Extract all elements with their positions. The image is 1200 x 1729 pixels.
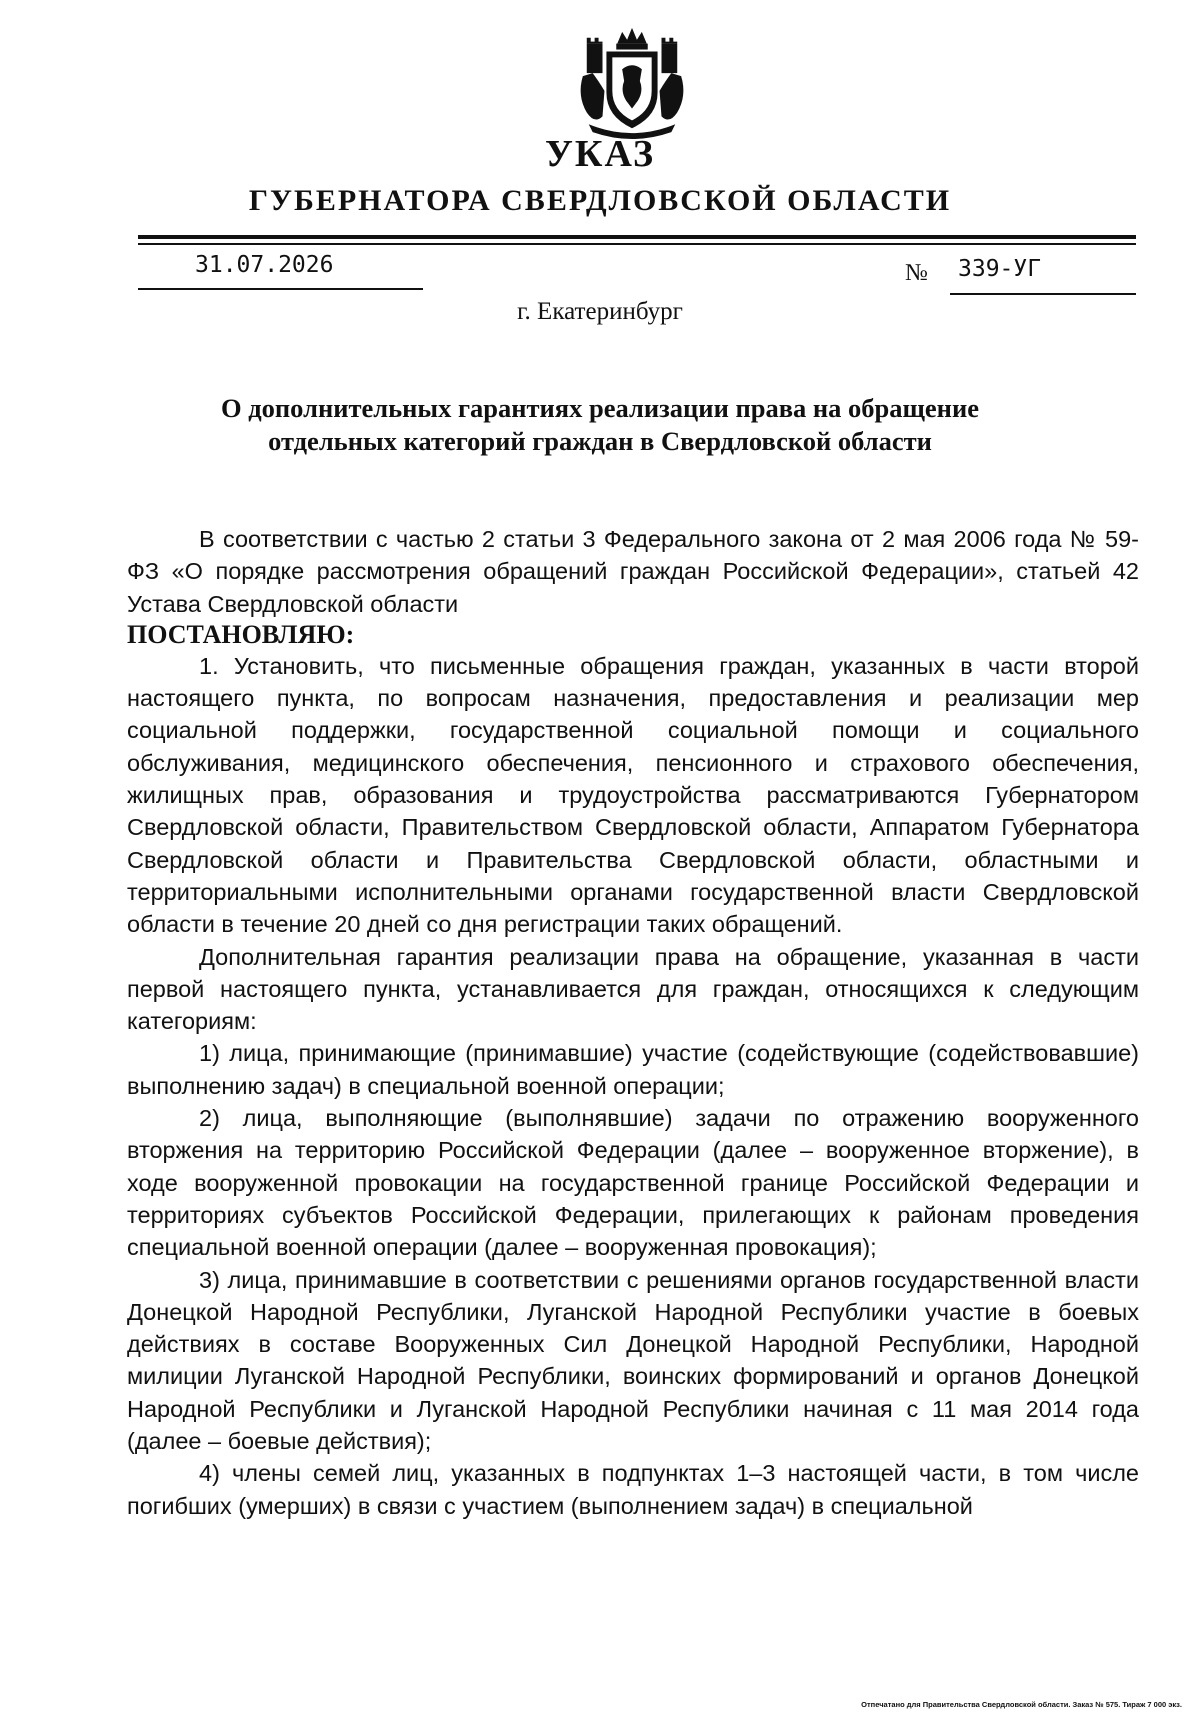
- print-footer: Отпечатано для Правительства Свердловской области. Заказ № 575. Тираж 7 000 экз.: [861, 1700, 1182, 1709]
- paragraph-1: 1. Установить, что письменные обращения граждан, указанных в части второй настоящего пункта, по вопросам назначения, предоставления и реализации мер социальной поддержки, государственной социальной помощи и социального обслуживания, медицинского обеспечения, пенсионного и страхового обеспечения, жилищных прав, образования и трудоустройства рассматриваются Губернатором Свердловской области, Правительством Свердловской области, Аппаратом Губернатора Свердловской области и Правительства Свердловской области, областными и территориальными исполнительными органами государственной власти Свердловской области в течение 20 дней со дня регистрации таких обращений.: [127, 652, 1139, 938]
- coat-of-arms-icon: [573, 22, 691, 140]
- list-item-3: 3) лица, принимавшие в соответствии с решениями органов государственной власти Донецкой Народной Республики, Луганской Народной Республики участие в боевых действиях в составе Вооруженных Сил Донецкой Народной Республики, Народной милиции Луганской Народной Республики, воинских формирований и органов Донецкой Народной Республики и Луганской Народной Республики начиная с 11 мая 2014 года (далее – боевые действия);: [127, 1266, 1139, 1455]
- decree-word: ПОСТАНОВЛЯЮ:: [127, 619, 355, 649]
- header-rule-thin: [138, 243, 1136, 245]
- document-date: 31.07.2026: [195, 252, 334, 278]
- document-heading: [150, 392, 1050, 458]
- list-item-1: 1) лица, принимающие (принимавшие) участие (содействующие (содействовавшие) выполнению задач) в специальной военной операции;: [127, 1040, 1139, 1099]
- heading-line-2: отдельных категорий граждан в Свердловской области: [268, 426, 932, 456]
- list-item-2: 2) лица, выполняющие (выполнявшие) задачи по отражению вооруженного вторжения на территорию Российской Федерации (далее – вооруженное вторжение), в ходе вооруженной провокации на государственной границе Российской Федерации и территориях субъектов Российской Федерации, прилегающих к районам проведения специальной военной операции (далее – вооруженная провокация);: [127, 1105, 1139, 1261]
- issue-city: г. Екатеринбург: [517, 298, 683, 325]
- date-underline: [138, 288, 423, 290]
- document-body: [127, 523, 1139, 1522]
- document-type: УКАЗ: [545, 133, 655, 175]
- heading-line-1: О дополнительных гарантиях реализации права на обращение: [221, 393, 979, 423]
- issuer-title: ГУБЕРНАТОРА СВЕРДЛОВСКОЙ ОБЛАСТИ: [248, 184, 952, 217]
- header-rule-thick: [138, 235, 1136, 239]
- paragraph-2: Дополнительная гарантия реализации права на обращение, указанная в части первой настоящего пункта, устанавливается для граждан, относящихся к следующим категориям:: [127, 943, 1139, 1035]
- document-number: 339-УГ: [958, 256, 1042, 282]
- number-underline: [950, 293, 1136, 295]
- intro-paragraph: В соответствии с частью 2 статьи 3 Федерального закона от 2 мая 2006 года № 59-ФЗ «О порядке рассмотрения обращений граждан Российской Федерации», статьей 42 Устава Свердловской области: [127, 526, 1139, 617]
- list-item-4: 4) члены семей лиц, указанных в подпунктах 1–3 настоящей части, в том числе погибших (умерших) в связи с участием (выполнением задач) в специальной: [127, 1460, 1139, 1519]
- number-label: №: [905, 260, 928, 286]
